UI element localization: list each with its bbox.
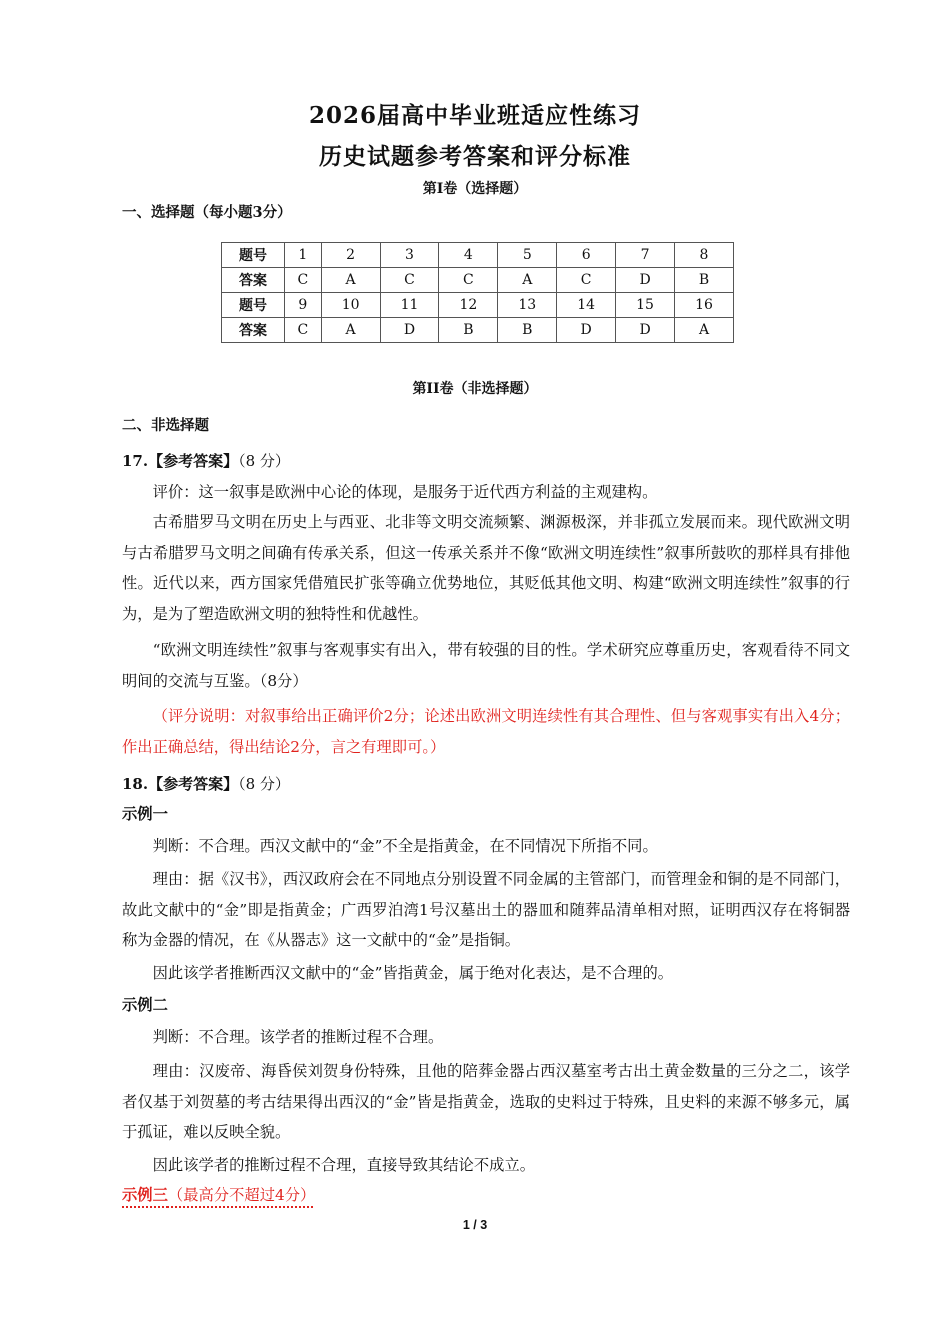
- table-cell: B: [498, 318, 557, 343]
- question17-body1: 古希腊罗马文明在历史上与西亚、北非等文明交流频繁、渊源极深，并非孤立发展而来。现代欧洲文明与古希腊罗马文明之间确有传承关系，但这一传承关系并不像“欧洲文明连续性”叙事所鼓吹的那样具有排他性。近代以来，西方国家凭借殖民扩张等确立优势地位，其贬低其他文明、构建“欧洲文明连续性”叙事的行为，是为了塑造欧洲文明的独特性和优越性。: [122, 513, 850, 623]
- table-cell: B: [439, 318, 498, 343]
- section2-heading: 二、非选择题: [122, 417, 209, 434]
- table-row: [222, 268, 734, 293]
- example1-conclusion: 因此该学者推断西汉文献中的“金”皆指黄金，属于绝对化表达，是不合理的。: [152, 964, 674, 982]
- table-cell: 4: [439, 243, 498, 268]
- table-cell: 16: [675, 293, 734, 318]
- example3-line: [122, 1183, 315, 1205]
- table-cell: 10: [321, 293, 380, 318]
- table-cell: 5: [498, 243, 557, 268]
- table-row-header: 答案: [222, 268, 285, 293]
- table-cell: C: [439, 268, 498, 293]
- table-cell: A: [498, 268, 557, 293]
- document-title-line1: 2026届高中毕业班适应性练习: [308, 102, 641, 129]
- table-cell: D: [616, 318, 675, 343]
- answer-table: [221, 242, 734, 343]
- table-cell: 1: [285, 243, 322, 268]
- table-cell: C: [380, 268, 439, 293]
- question18-score: （8 分）: [238, 775, 290, 793]
- table-cell: 6: [557, 243, 616, 268]
- volume1-heading: 第I卷（选择题）: [422, 181, 528, 197]
- volume2-heading: 第II卷（非选择题）: [412, 381, 538, 397]
- table-cell: 8: [675, 243, 734, 268]
- table-cell: 9: [285, 293, 322, 318]
- question18-heading: [122, 773, 290, 794]
- table-cell: 3: [380, 243, 439, 268]
- example2-label: 示例二: [122, 996, 168, 1014]
- table-row: [222, 293, 734, 318]
- page-number: 1 / 3: [462, 1218, 488, 1232]
- example1-label: 示例一: [122, 805, 168, 823]
- table-cell: 13: [498, 293, 557, 318]
- example2-judgement: 判断：不合理。该学者的推断过程不合理。: [152, 1028, 444, 1046]
- table-cell: 15: [616, 293, 675, 318]
- table-cell: 11: [380, 293, 439, 318]
- question17-number: 17.: [122, 452, 149, 470]
- table-cell: A: [321, 318, 380, 343]
- table-row-header: 题号: [222, 243, 285, 268]
- question18-number: 18.: [122, 775, 149, 793]
- question17-scoring-note: （评分说明：对叙事给出正确评价2分；论述出欧洲文明连续性有其合理性、但与客观事实有出入4分；作出正确总结，得出结论2分，言之有理即可。）: [122, 707, 850, 756]
- table-row-header: 答案: [222, 318, 285, 343]
- question18-label: 【参考答案】: [148, 775, 239, 793]
- table-row-header: 题号: [222, 293, 285, 318]
- table-cell: A: [675, 318, 734, 343]
- table-cell: C: [285, 268, 322, 293]
- table-cell: C: [557, 268, 616, 293]
- table-row: [222, 243, 734, 268]
- section1-heading: 一、选择题（每小题3分）: [122, 204, 292, 221]
- table-cell: 12: [439, 293, 498, 318]
- example2-conclusion: 因此该学者的推断过程不合理，直接导致其结论不成立。: [152, 1156, 536, 1174]
- table-cell: 2: [321, 243, 380, 268]
- table-cell: 7: [616, 243, 675, 268]
- question17-evaluation: 评价：这一叙事是欧洲中心论的体现，是服务于近代西方利益的主观建构。: [152, 483, 658, 501]
- table-cell: C: [285, 318, 322, 343]
- table-cell: A: [321, 268, 380, 293]
- document-title-line2: 历史试题参考答案和评分标准: [319, 143, 631, 170]
- question17-heading: [122, 450, 290, 471]
- example1-reason: 理由：据《汉书》，西汉政府会在不同地点分别设置不同金属的主管部门，而管理金和铜的是不同部门，故此文献中的“金”即是指黄金；广西罗泊湾1号汉墓出土的器皿和随葬品清单相对照，证明西汉存在将铜器称为金器的情况，在《从器志》这一文献中的“金”是指铜。: [122, 870, 850, 949]
- table-cell: B: [675, 268, 734, 293]
- example3-label: 示例三: [122, 1186, 168, 1204]
- table-cell: D: [616, 268, 675, 293]
- question17-body2: “欧洲文明连续性”叙事与客观事实有出入，带有较强的目的性。学术研究应尊重历史，客观看待不同文明间的交流与互鉴。（8分）: [122, 641, 850, 690]
- question17-label: 【参考答案】: [148, 452, 239, 470]
- example3-note: （最高分不超过4分）: [167, 1186, 316, 1204]
- example2-reason: 理由：汉废帝、海昏侯刘贺身份特殊，且他的陪葬金器占西汉墓室考古出土黄金数量的三分之二，该学者仅基于刘贺墓的考古结果得出西汉的“金”皆是指黄金，选取的史料过于特殊，且史料的来源不够多元，属于孤证，难以反映全貌。: [122, 1062, 850, 1141]
- question17-score: （8 分）: [238, 452, 290, 470]
- example1-judgement: 判断：不合理。西汉文献中的“金”不全是指黄金，在不同情况下所指不同。: [152, 837, 658, 855]
- table-cell: D: [557, 318, 616, 343]
- table-cell: D: [380, 318, 439, 343]
- table-row: [222, 318, 734, 343]
- table-cell: 14: [557, 293, 616, 318]
